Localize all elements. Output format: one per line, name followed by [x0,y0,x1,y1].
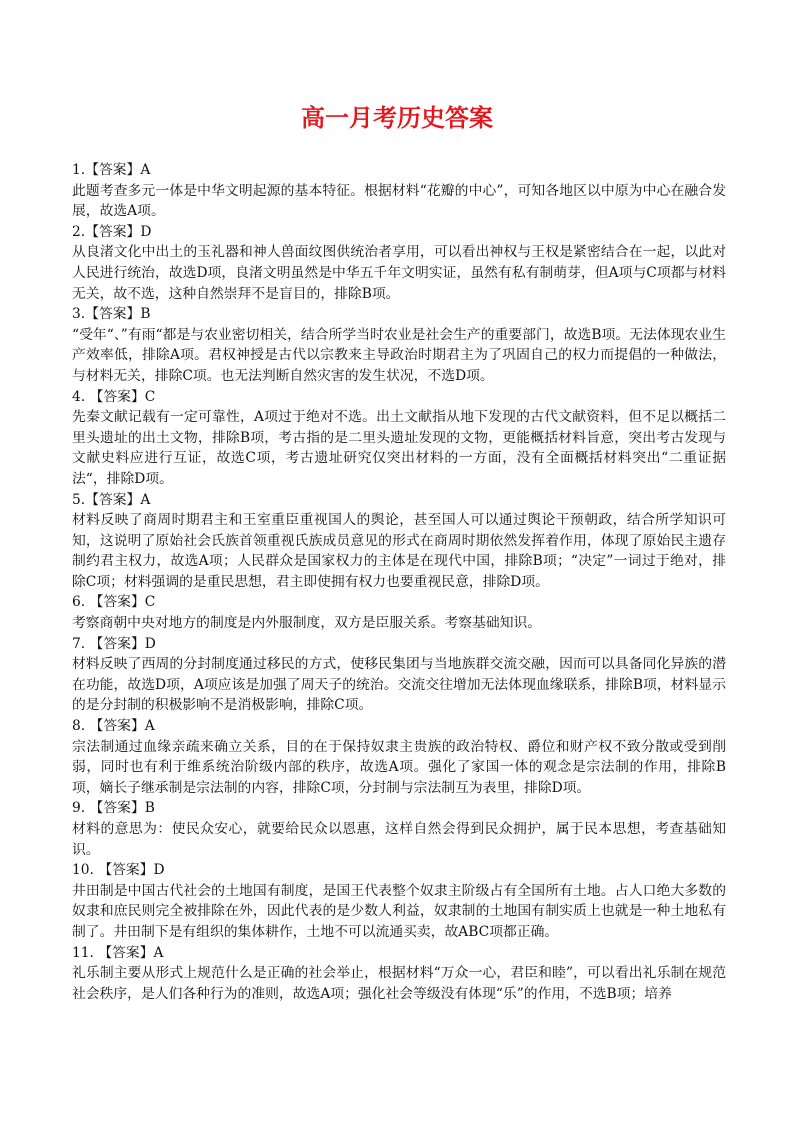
answer-item-3 [72,304,726,386]
answer-item-7 [72,634,726,716]
explanation-text: 井田制是中国古代社会的土地国有制度，是国王代表整个奴隶主阶级占有全国所有土地。占人口绝大多数的奴隶和庶民则完全被排除在外，因此代表的是少数人利益，奴隶制的土地国有制实质上也就是一种土地私有制了。井田制下是有组织的集体耕作，土地不可以流通买卖，故ABC项都正确。 [72,882,726,940]
explanation-text: 宗法制通过血缘亲疏来确立关系，目的在于保持奴隶主贵族的政治特权、爵位和财产权不致分散或受到削弱，同时也有利于维系统治阶级内部的秩序，故选A项。强化了家国一体的观念是宗法制的作用，排除B项，嫡长子继承制是宗法制的内容，排除C项，分封制与宗法制互为表里，排除D项。 [72,738,726,796]
explanation-text: 礼乐制主要从形式上规范什么是正确的社会举止，根据材料“万众一心，君臣和睦”，可以看出礼乐制在规范社会秩序，是人们各种行为的准则，故选A项；强化社会等级没有体现“乐”的作用，不选B项；培养 [72,965,726,1002]
explanation-text: 材料反映了商周时期君主和王室重臣重视国人的舆论，甚至国人可以通过舆论干预朝政，结合所学知识可知，这说明了原始社会氏族首领重视氏族成员意见的形式在商周时期依然发挥着作用，体现了原始民主遗存制约君主权力，故选A项；人民群众是国家权力的主体是在现代中国，排除B项；“决定”一词过于绝对，排除C项；材料强调的是重民思想，君主即使拥有权力也要重视民意，排除D项。 [72,512,726,590]
explanation-text: “受年“、”有雨“都是与农业密切相关，结合所学当时农业是社会生产的重要部门，故选B项。无法体现农业生产效率低，排除A项。君权神授是古代以宗教来主导政治时期君主为了巩固自己的权力而提倡的一种做法，与材料无关，排除C项。也无法判断自然灾害的发生状况，不选D项。 [72,326,726,384]
answer-label: 6. 【答案】C [72,594,156,611]
explanation-text: 从良渚文化中出土的玉礼器和神人兽面纹图供统治者享用，可以看出神权与王权是紧密结合在一起，以此对人民进行统治，故选D项，良渚文明虽然是中华五千年文明实证，虽然有私有制萌芽，但A项与C项都与材料无关，故不选，这种自然崇拜不是盲目的，排除B项。 [72,244,726,302]
answer-label: 10. 【答案】D [72,862,165,879]
answer-item-4 [72,387,726,490]
answer-label: 3.【答案】B [72,306,151,323]
answer-label: 8. 【答案】A [72,718,155,735]
answer-label: 1.【答案】A [72,162,151,178]
answer-label: 4. 【答案】C [72,388,156,405]
explanation-text: 此题考查多元一体是中华文明起源的基本特征。根据材料“花瓣的中心”，可知各地区以中原为中心在融合发展，故选A项。 [72,182,726,220]
answer-label: 7. 【答案】D [72,635,156,652]
answer-label: 2.【答案】D [72,223,152,240]
answer-list [72,160,726,1004]
answer-label: 11. 【答案】A [72,944,164,961]
answer-item-8 [72,716,726,798]
answer-label: 9. 【答案】B [72,800,155,817]
explanation-text: 先秦文献记载有一定可靠性，A项过于绝对不选。出土文献指从地下发现的古代文献资料，但不足以概括二里头遗址的出土文物，排除B项，考古指的是二里头遗址发现的文物，更能概括材料旨意，突出考古发现与文献史料应进行互证，故选C项，考古遗址研究仅突出材料的一方面，没有全面概括材料突出“二重证据法“，排除D项。 [72,409,726,487]
explanation-text: 材料的意思为：使民众安心，就要给民众以恩惠，这样自然会得到民众拥护，属于民本思想，考查基础知识。 [72,821,726,858]
answer-label: 5.【答案】A [72,491,151,508]
answer-item-9 [72,798,726,860]
answer-item-2 [72,222,726,304]
page-title: 高一月考历史答案 [301,103,493,132]
answer-item-6 [72,592,726,633]
answer-item-5 [72,490,726,593]
answer-item-1 [72,160,726,222]
answer-item-11 [72,943,726,1005]
explanation-text: 考察商朝中央对地方的制度是内外服制度，双方是臣服关系。考察基础知识。 [72,615,542,632]
explanation-text: 材料反映了西周的分封制度通过移民的方式，使移民集团与当地族群交流交融，因而可以具备同化异族的潜在功能，故选D项，A项应该是加强了周天子的统治。交流交往增加无法体现血缘联系，排除B项，材料显示的是分封制的积极影响不是消极影响，排除C项。 [72,656,726,714]
answer-item-10 [72,860,726,942]
